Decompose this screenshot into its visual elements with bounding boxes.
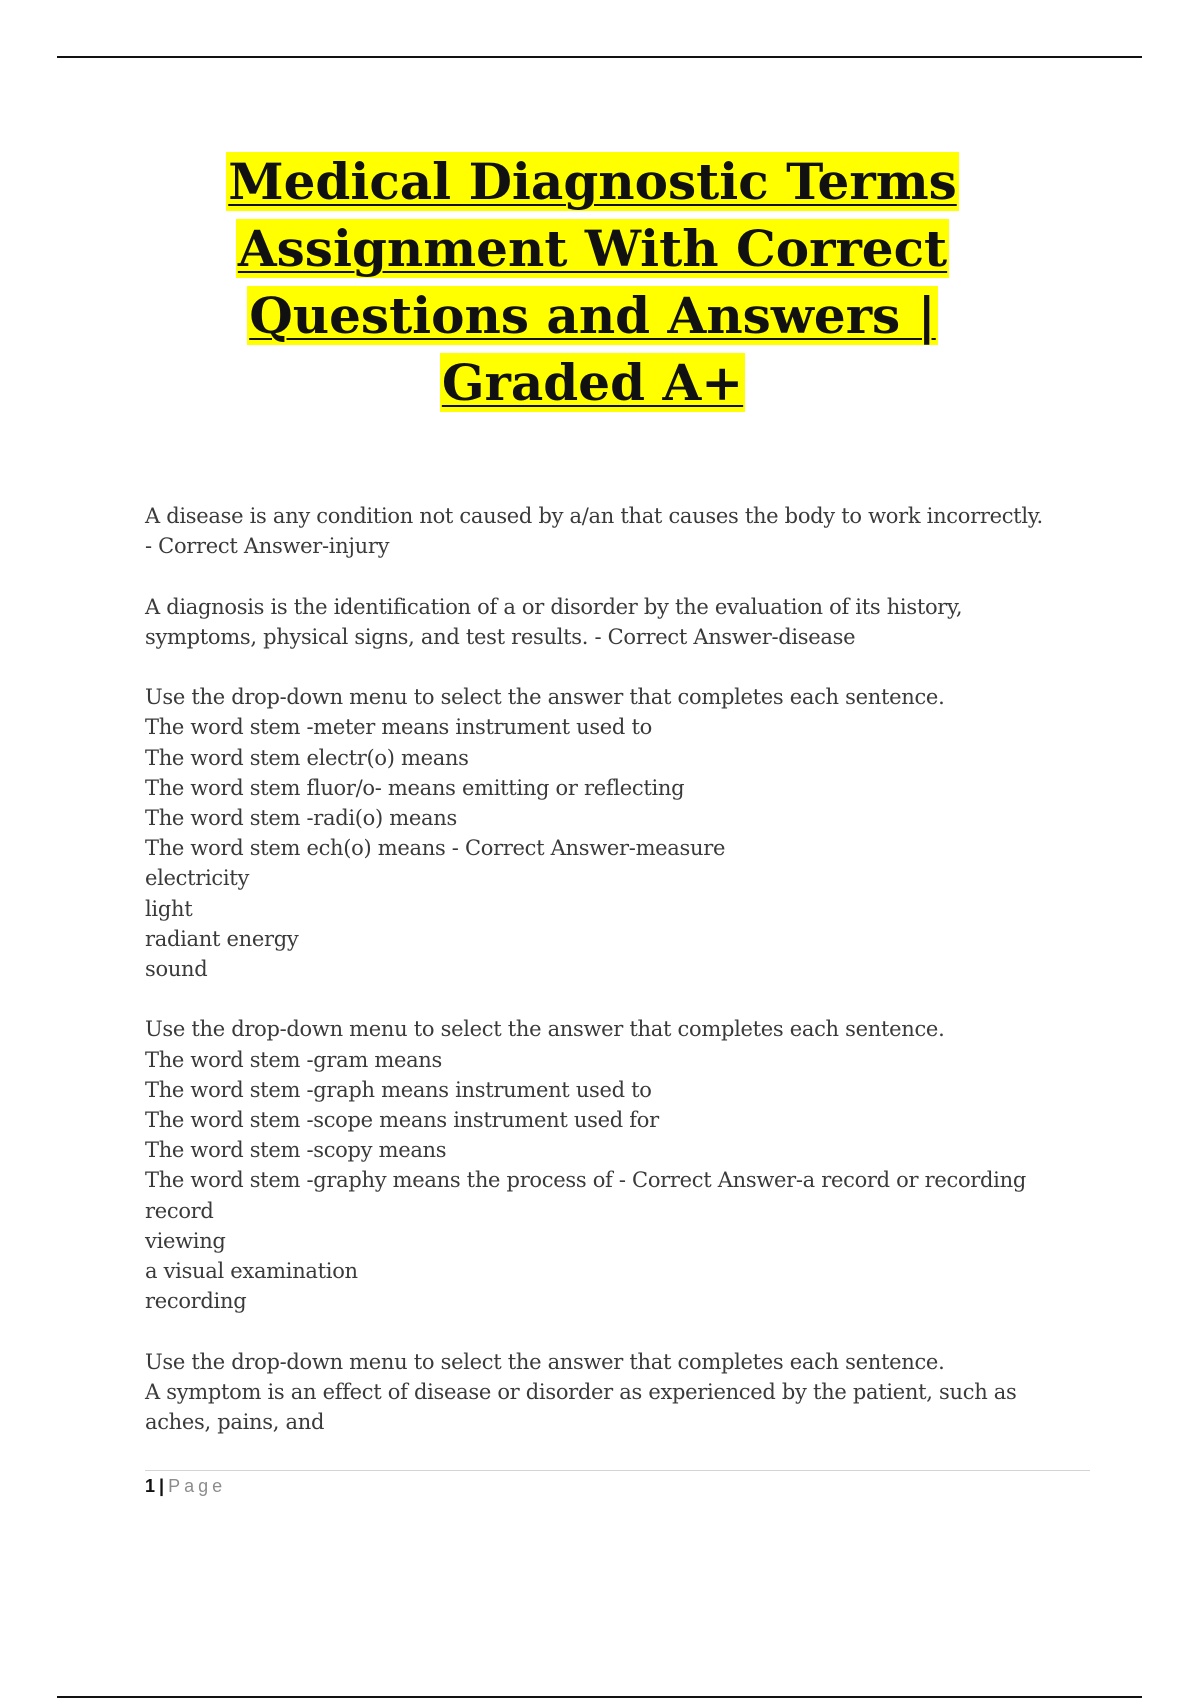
- qa-line: The word stem -radi(o) means: [145, 806, 457, 830]
- qa-block-symptom: [145, 1347, 1095, 1438]
- title-line: Assignment With Correct: [237, 219, 948, 278]
- qa-line: A disease is any condition not caused by a/an that causes the body to work incorrectly.: [145, 504, 1043, 528]
- qa-line: radiant energy: [145, 926, 299, 951]
- bottom-rule: [57, 1696, 1142, 1698]
- qa-line: The word stem ech(o) means - Correct Answer-measure: [145, 836, 726, 861]
- qa-line: aches, pains, and: [145, 1410, 325, 1435]
- page-number: 1: [145, 1476, 156, 1496]
- qa-line: sound: [145, 957, 208, 982]
- qa-line: The word stem electr(o) means: [145, 745, 469, 770]
- page-label: Page: [168, 1476, 227, 1496]
- qa-line: a visual examination: [145, 1259, 358, 1284]
- qa-line: Use the drop-down menu to select the answer that completes each sentence.: [145, 1017, 945, 1042]
- qa-line: Use the drop-down menu to select the answer that completes each sentence.: [145, 1349, 945, 1374]
- qa-block-word-stems-1: [145, 682, 1095, 984]
- qa-line: A symptom is an effect of disease or disorder as experienced by the patient, such as: [145, 1379, 1017, 1404]
- footer-rule: [145, 1470, 1090, 1471]
- qa-line: viewing: [145, 1228, 226, 1253]
- qa-line: symptoms, physical signs, and test results. - Correct Answer-disease: [145, 624, 856, 649]
- qa-line: recording: [145, 1289, 247, 1314]
- page-footer: [145, 1476, 226, 1497]
- qa-block-diagnosis: [145, 592, 1095, 652]
- qa-line: The word stem -graphy means the process of - Correct Answer-a record or recording: [145, 1168, 1026, 1193]
- qa-content: [145, 501, 1095, 1437]
- top-rule: [57, 56, 1142, 58]
- qa-line: The word stem -meter means instrument used to: [145, 715, 652, 740]
- qa-line: The word stem -graph means instrument used to: [145, 1077, 652, 1102]
- document-title: [145, 148, 1040, 416]
- qa-block-word-stems-2: [145, 1014, 1095, 1316]
- title-line: Medical Diagnostic Terms: [228, 152, 957, 211]
- qa-line: record: [145, 1198, 214, 1223]
- qa-line: The word stem -gram means: [145, 1047, 442, 1072]
- qa-block-disease: [145, 501, 1095, 561]
- qa-line: electricity: [145, 866, 250, 891]
- qa-line: The word stem fluor/o- means emitting or reflecting: [145, 775, 685, 800]
- page-separator: |: [159, 1476, 165, 1496]
- qa-line: Use the drop-down menu to select the answer that completes each sentence.: [145, 685, 945, 710]
- qa-line: light: [145, 896, 193, 921]
- qa-line: The word stem -scope means instrument used for: [145, 1108, 659, 1133]
- title-line: Questions and Answers |: [249, 286, 936, 345]
- qa-line: A diagnosis is the identification of a or disorder by the evaluation of its history,: [145, 594, 963, 619]
- qa-line: - Correct Answer-injury: [145, 534, 390, 559]
- qa-line: The word stem -scopy means: [145, 1138, 447, 1163]
- title-line: Graded A+: [441, 353, 744, 412]
